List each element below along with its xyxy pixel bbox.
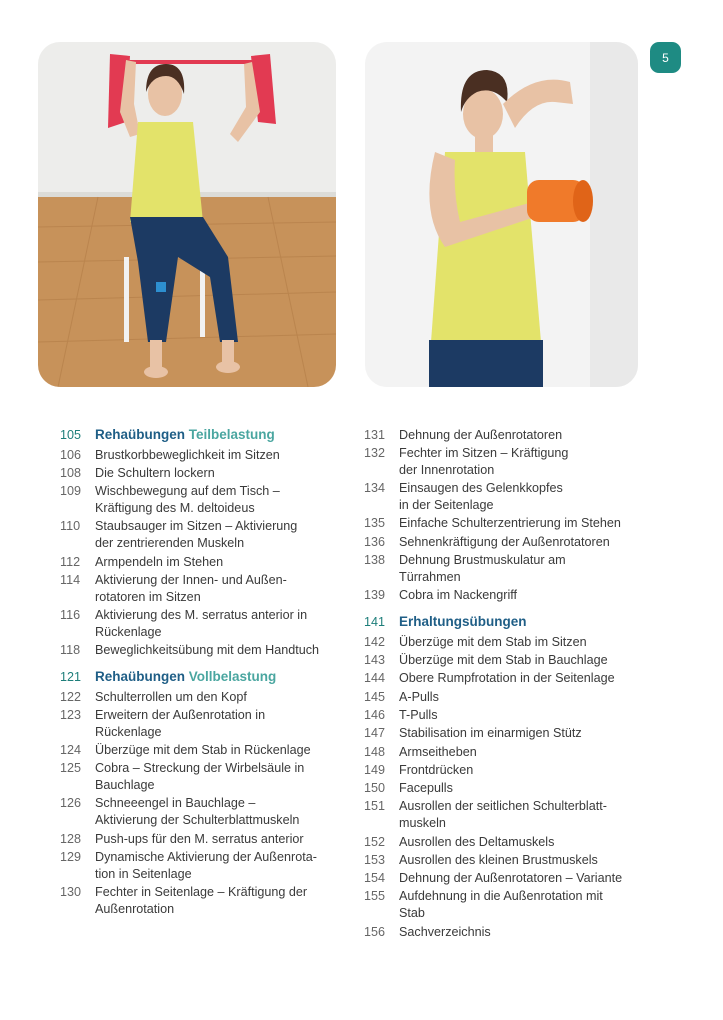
toc-entry-line: Einfache Schulterzentrierung im Stehen xyxy=(399,516,621,531)
toc-entry-title xyxy=(399,552,664,586)
toc-entry xyxy=(364,670,664,687)
toc-entry-title xyxy=(399,689,664,706)
toc-entry xyxy=(60,849,350,883)
toc-entry xyxy=(60,572,350,606)
toc-entry-line: Dehnung Brustmuskulatur am xyxy=(399,553,566,568)
toc-entry-line: Brustkorbbeweglichkeit im Sitzen xyxy=(95,447,280,462)
toc-entry xyxy=(364,870,664,887)
toc-entry xyxy=(60,607,350,641)
toc-page-number: 134 xyxy=(364,481,386,496)
toc-section-title xyxy=(399,614,664,631)
toc-entry-line: Staubsauger im Sitzen – Aktivierung xyxy=(95,519,298,534)
toc-entry-title xyxy=(95,483,350,517)
toc-page-number: 151 xyxy=(364,799,386,814)
toc-page-number: 118 xyxy=(60,643,81,658)
toc-entry-line: Aktivierung des M. serratus anterior in xyxy=(95,607,308,622)
toc-entry xyxy=(60,689,350,706)
toc-entry-title xyxy=(399,534,664,551)
toc-entry-line: Überzüge mit dem Stab in Rückenlage xyxy=(95,743,311,758)
toc-entry xyxy=(364,427,664,444)
toc-entry xyxy=(364,924,664,941)
toc-entry-line: Bauchlage xyxy=(95,778,155,793)
toc-entry-line: Schulterrollen um den Kopf xyxy=(95,689,247,704)
toc-page-number: 145 xyxy=(364,689,386,704)
toc-entry-line: Aufdehnung in die Außenrotation mit xyxy=(399,889,603,904)
toc-entry-title xyxy=(399,834,664,851)
toc-entry-title xyxy=(95,447,350,464)
toc-entry xyxy=(60,742,350,759)
toc-entry xyxy=(364,798,664,832)
toc-entry-title xyxy=(95,742,350,759)
toc-entry-line: Rückenlage xyxy=(95,724,162,739)
toc-entry-title xyxy=(95,518,350,552)
page-number-badge: 5 xyxy=(650,42,681,73)
photo-wall-roller-exercise xyxy=(365,42,638,387)
toc-page-number: 122 xyxy=(60,689,82,704)
toc-entry-title xyxy=(95,689,350,706)
toc-page-number: 153 xyxy=(364,852,386,867)
toc-entry-line: Frontdrücken xyxy=(399,762,474,777)
toc-entry xyxy=(364,888,664,922)
toc-entry-line: Aktivierung der Schulterblattmuskeln xyxy=(95,813,300,828)
toc-page-number: 135 xyxy=(364,516,386,531)
toc-entry xyxy=(60,707,350,741)
toc-entry-line: Fechter in Seitenlage – Kräftigung der xyxy=(95,884,308,899)
toc-section-heading xyxy=(60,669,350,686)
toc-page-number: 138 xyxy=(364,553,386,568)
toc-page-number: 131 xyxy=(364,428,386,442)
toc-entry xyxy=(60,831,350,848)
toc-entry-line: Überzüge mit dem Stab im Sitzen xyxy=(399,634,587,649)
toc-entry-line: Die Schultern lockern xyxy=(95,466,215,481)
toc-entry xyxy=(364,780,664,797)
toc-page-number: 139 xyxy=(364,588,386,603)
toc-entry xyxy=(364,725,664,742)
toc-entry-title xyxy=(95,572,350,606)
toc-page-number: 144 xyxy=(364,671,386,686)
toc-entry-title xyxy=(95,831,350,848)
toc-entry-line: Ausrollen des Deltamuskels xyxy=(399,834,555,849)
toc-entry xyxy=(364,515,664,532)
toc-entry xyxy=(364,689,664,706)
toc-page-number: 154 xyxy=(364,871,386,886)
toc-page-number: 123 xyxy=(60,707,82,722)
toc-page-number: 126 xyxy=(60,796,82,811)
toc-entry-title xyxy=(399,634,664,651)
toc-entry-title xyxy=(95,642,350,659)
toc-page-number: 116 xyxy=(60,607,81,622)
toc-page-number: 132 xyxy=(364,446,386,461)
toc-entry-line: Beweglichkeitsübung mit dem Handtuch xyxy=(95,643,320,658)
toc-entry-title xyxy=(399,707,664,724)
toc-entry xyxy=(364,652,664,669)
toc-entry-line: Kräftigung des M. deltoideus xyxy=(95,501,255,516)
toc-page-number: 128 xyxy=(60,831,82,846)
toc-entry-line: rotatoren im Sitzen xyxy=(95,589,201,604)
toc-page-number: 147 xyxy=(364,726,386,741)
toc-page-number: 130 xyxy=(60,884,82,899)
toc-entry-title xyxy=(399,744,664,761)
toc-entry-line: Einsaugen des Gelenkkopfes xyxy=(399,481,563,496)
toc-entry-line: Stabilisation im einarmigen Stütz xyxy=(399,726,582,741)
toc-entry xyxy=(364,852,664,869)
toc-entry-line: der zentrierenden Muskeln xyxy=(95,536,245,551)
toc-entry-line: Ausrollen der seitlichen Schulterblatt- xyxy=(399,799,607,814)
toc-entry-line: Rückenlage xyxy=(95,624,162,639)
toc-page-number: 136 xyxy=(364,534,386,549)
toc-entry-title xyxy=(95,554,350,571)
toc-entry xyxy=(60,642,350,659)
toc-entry-line: Facepulls xyxy=(399,781,453,796)
toc-entry-title xyxy=(399,652,664,669)
toc-entry-title xyxy=(399,870,664,887)
toc-entry xyxy=(364,707,664,724)
toc-entry-title xyxy=(399,670,664,687)
toc-page-number: 112 xyxy=(60,554,81,569)
toc-entry xyxy=(60,447,350,464)
toc-entry-line: Dynamische Aktivierung der Außenrota- xyxy=(95,849,317,864)
toc-entry xyxy=(60,884,350,918)
toc-entry-line: Türrahmen xyxy=(399,569,461,584)
toc-page-number: 109 xyxy=(60,484,82,499)
toc-entry-title xyxy=(399,852,664,869)
toc-entry-line: Überzüge mit dem Stab in Bauchlage xyxy=(399,653,608,668)
toc-entry-line: Push-ups für den M. serratus anterior xyxy=(95,831,304,846)
toc-entry xyxy=(60,554,350,571)
toc-page-number: 155 xyxy=(364,889,386,904)
toc-entry-title xyxy=(95,465,350,482)
toc-entry-title xyxy=(95,795,350,829)
toc-entry-title xyxy=(399,780,664,797)
toc-page-number: 152 xyxy=(364,834,386,849)
section-title-sub: Vollbelastung xyxy=(188,668,277,684)
toc-page-number: 146 xyxy=(364,707,386,722)
section-title-sub: Teilbelastung xyxy=(188,427,275,442)
toc-entry xyxy=(60,795,350,829)
section-title-main: Rehaübungen xyxy=(95,668,185,684)
toc-entry-title xyxy=(95,849,350,883)
toc-entry-line: Erweitern der Außenrotation in xyxy=(95,707,266,722)
toc-entry-title xyxy=(399,427,664,444)
toc-entry-line: Schneeengel in Bauchlage – xyxy=(95,796,256,811)
toc-entry-title xyxy=(399,445,664,479)
toc-entry-line: in der Seitenlage xyxy=(399,498,494,513)
toc-page-number: 124 xyxy=(60,743,82,758)
toc-entry-title xyxy=(399,725,664,742)
toc-entry xyxy=(364,744,664,761)
toc-page-number: 148 xyxy=(364,744,386,759)
toc-entry-title xyxy=(95,707,350,741)
toc-entry-line: Dehnung der Außenrotatoren – Variante xyxy=(399,871,623,886)
toc-entry-line: T-Pulls xyxy=(399,707,438,722)
toc-entry xyxy=(364,552,664,586)
toc-section-title xyxy=(95,427,350,444)
toc-entry-title xyxy=(399,515,664,532)
toc-page-number: 149 xyxy=(364,762,386,777)
toc-entry-title xyxy=(95,884,350,918)
toc-page-number: 108 xyxy=(60,466,82,481)
section-title-main: Erhaltungsübungen xyxy=(399,613,527,629)
toc-entry-title xyxy=(95,760,350,794)
toc-entry-line: Cobra im Nackengriff xyxy=(399,588,518,603)
toc-page-number: 129 xyxy=(60,849,82,864)
toc-entry xyxy=(60,483,350,517)
toc-entry-line: Armpendeln im Stehen xyxy=(95,554,224,569)
toc-page-number: 141 xyxy=(364,614,386,629)
toc-page-number: 121 xyxy=(60,669,82,684)
toc-entry xyxy=(364,834,664,851)
toc-entry-line: der Innenrotation xyxy=(399,463,495,478)
toc-entry-title xyxy=(399,480,664,514)
toc-column-left xyxy=(60,427,350,919)
toc-entry xyxy=(364,587,664,604)
toc-entry-line: Stab xyxy=(399,906,425,921)
toc-entry xyxy=(364,762,664,779)
toc-page-number: 156 xyxy=(364,924,386,939)
toc-column-right xyxy=(364,427,664,942)
toc-page-number: 114 xyxy=(60,572,81,587)
toc-entry-line: Armseitheben xyxy=(399,744,477,759)
toc-page-number: 125 xyxy=(60,761,82,776)
section-title-main: Rehaübungen xyxy=(95,427,185,442)
toc-entry xyxy=(60,518,350,552)
toc-entry-line: Cobra – Streckung der Wirbelsäule in xyxy=(95,761,305,776)
toc-entry-line: Aktivierung der Innen- und Außen- xyxy=(95,572,287,587)
toc-entry-line: Fechter im Sitzen – Kräftigung xyxy=(399,446,569,461)
toc-entry-title xyxy=(95,607,350,641)
toc-entry-title xyxy=(399,888,664,922)
toc-entry xyxy=(60,465,350,482)
toc-entry xyxy=(60,760,350,794)
toc-entry-line: Sehnenkräftigung der Außenrotatoren xyxy=(399,534,610,549)
toc-section-heading xyxy=(364,614,664,631)
toc-entry-line: Wischbewegung auf dem Tisch – xyxy=(95,484,280,499)
toc-entry xyxy=(364,534,664,551)
toc-section-heading xyxy=(60,427,350,444)
toc-entry-line: Obere Rumpfrotation in der Seitenlage xyxy=(399,671,615,686)
toc-entry-line: Sachverzeichnis xyxy=(399,924,491,939)
photo-seated-band-exercise xyxy=(38,42,336,387)
toc-section-title xyxy=(95,669,350,686)
toc-entry-line: muskeln xyxy=(399,816,446,831)
toc-entry-title xyxy=(399,587,664,604)
toc-entry-line: Ausrollen des kleinen Brustmuskels xyxy=(399,852,598,867)
toc-page-number: 110 xyxy=(60,519,81,534)
toc-entry xyxy=(364,634,664,651)
toc-page-number: 143 xyxy=(364,653,386,668)
toc-entry xyxy=(364,445,664,479)
toc-entry-title xyxy=(399,798,664,832)
toc-entry-line: Dehnung der Außenrotatoren xyxy=(399,428,563,442)
toc-entry-line: Außenrotation xyxy=(95,901,175,916)
toc-page-number: 150 xyxy=(364,781,386,796)
toc-entry-line: A-Pulls xyxy=(399,689,439,704)
toc-page-number: 142 xyxy=(364,634,386,649)
toc-page-number: 106 xyxy=(60,447,82,462)
toc-entry xyxy=(364,480,664,514)
toc-entry-line: tion in Seitenlage xyxy=(95,866,192,881)
toc-entry-title xyxy=(399,762,664,779)
toc-page-number: 105 xyxy=(60,428,82,442)
toc-entry-title xyxy=(399,924,664,941)
